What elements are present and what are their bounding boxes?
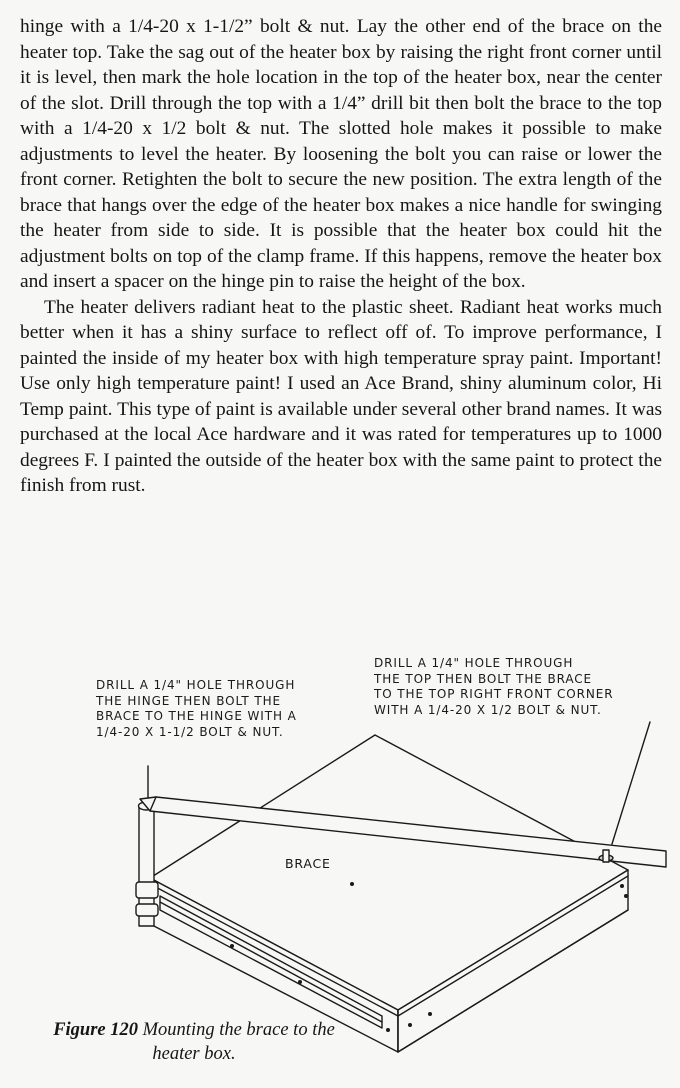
callout-corner-bolt: DRILL A 1/4" HOLE THROUGH THE TOP THEN BOLT THE BRACE TO THE TOP RIGHT FRONT CORNER WITH A 1/4-20 X 1/2 BOLT & NUT. (374, 656, 614, 717)
corner-bolt (603, 850, 609, 862)
figure-120 (0, 648, 680, 1088)
caption-text: Mounting the brace to the heater box. (142, 1020, 335, 1064)
right-leader-line (612, 722, 650, 844)
paragraph-1: hinge with a 1/4-20 x 1-1/2” bolt & nut. Lay the other end of the brace on the heater top. Take the sag out of the heater box by raising the right front corner until it is level, then mark the hole location in the top of the heater box, near the center of the slot. Drill through the top with a 1/4” drill bit then bolt the brace to the top with a 1/4-20 x 1/2 bolt & nut. The slotted hole makes it possible to make adjustments to level the heater. By loosening the bolt you can raise or lower the front corner. Retighten the bolt to secure the new position. The extra length of the brace that hangs over the edge of the heater box makes a nice handle for swinging the heater from side to side. It is possible that the heater box could hit the adjustment bolts on top of the clamp frame. If this happens, remove the heater box and insert a spacer on the hinge pin to raise the height of the box. (20, 16, 662, 292)
caption-number: Figure 120 (53, 1020, 139, 1040)
heater-box-top (150, 735, 628, 1010)
body-text (20, 14, 662, 499)
hinge-knuckle (136, 882, 158, 898)
paragraph-2: The heater delivers radiant heat to the plastic sheet. Radiant heat works much better when it has a shiny surface to reflect off of. To improve performance, I painted the inside of my heater box with high temperature spray paint. Important! Use only high temperature paint! I used an Ace Brand, shiny aluminum color, Hi Temp paint. This type of paint is available under several other brand names. It was purchased at the local Ace hardware and it was rated for temperatures up to 1000 degrees F. I painted the outside of the heater box with the same paint to protect the finish from rust. (20, 296, 662, 496)
brace-label: BRACE (285, 856, 331, 871)
figure-caption (44, 1018, 344, 1066)
callout-hinge-bolt: DRILL A 1/4" HOLE THROUGH THE HINGE THEN BOLT THE BRACE TO THE HINGE WITH A 1/4-20 X 1-1/2 BOLT & NUT. (96, 678, 297, 739)
